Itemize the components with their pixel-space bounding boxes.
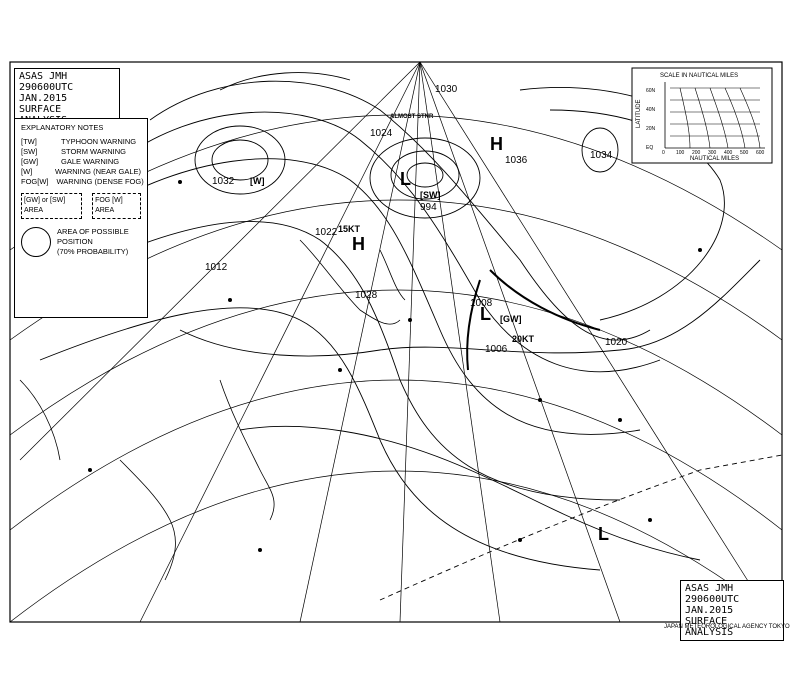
scale-x-tick: 300	[708, 150, 717, 156]
agency-text: JAPAN METEOROLOGICAL AGENCY TOKYO	[664, 624, 790, 630]
legend-item	[21, 147, 141, 157]
probability-label: (70% PROBABILITY)	[57, 247, 129, 256]
scale-lat-tick: 20N	[646, 126, 656, 132]
legend-label: GALE WARNING	[61, 157, 120, 166]
footer-line-2: 290600UTC JAN.2015	[685, 594, 740, 616]
probability-label: POSITION	[57, 237, 93, 246]
footer-line-3: SURFACE ANALYSIS	[685, 616, 734, 638]
title-line-2: 290600UTC JAN.2015	[19, 82, 74, 104]
high-label: H	[490, 134, 503, 154]
pressure-label: 1024	[370, 128, 393, 139]
pressure-label: 994	[420, 202, 437, 213]
legend-title: EXPLANATORY NOTES	[21, 123, 104, 132]
footer-title-box	[680, 580, 784, 641]
low-label: L	[598, 524, 609, 544]
gw-sw-area-sample: [GW] or [SW] AREA	[21, 193, 82, 219]
low-label: L	[480, 304, 491, 324]
pressure-label: 1030	[435, 84, 458, 95]
legend-item	[21, 167, 141, 177]
pressure-label: 1008	[470, 298, 493, 309]
warning-label: ALMOST STNR	[390, 114, 434, 120]
pressure-label: 1012	[205, 262, 228, 273]
warning-label: 15KT	[338, 224, 361, 234]
legend-item	[21, 177, 144, 187]
legend-label: TYPHOON WARNING	[61, 137, 137, 146]
scale-x-axis-label: NAUTICAL MILES	[690, 156, 740, 162]
scale-y-axis-label: LATITUDE	[636, 99, 642, 128]
probability-circle	[21, 227, 51, 257]
legend-label: WARNING (NEAR GALE)	[55, 167, 141, 176]
legend-code: [SW]	[21, 147, 38, 156]
legend-code: [TW]	[21, 137, 37, 146]
scale-x-tick: 200	[692, 150, 701, 156]
warning-label: [W]	[250, 176, 265, 186]
scale-lat-tick: EQ	[646, 145, 654, 151]
pressure-label: 1028	[355, 290, 378, 301]
legend-item	[21, 157, 141, 167]
scale-title: SCALE IN NAUTICAL MILES	[660, 73, 739, 79]
pressure-label: 1036	[505, 155, 528, 166]
scale-x-tick: 0	[662, 150, 665, 156]
high-label: H	[352, 234, 365, 254]
warning-label: [SW]	[420, 190, 441, 200]
pressure-label: 1020	[605, 337, 628, 348]
legend-label: WARNING (DENSE FOG)	[56, 177, 144, 186]
pressure-label: 1034	[590, 150, 613, 161]
legend-item	[21, 137, 141, 147]
title-line-1: ASAS JMH	[19, 71, 68, 82]
scale-x-tick: 600	[756, 150, 765, 156]
low-label: L	[400, 169, 411, 189]
fog-area-sample: FOG [W] AREA	[92, 193, 141, 219]
pressure-label: 1032	[212, 176, 235, 187]
explanatory-notes	[14, 118, 148, 318]
warning-label: [GW]	[500, 314, 522, 324]
legend-code: [W]	[21, 167, 33, 176]
scale-x-tick: 400	[724, 150, 733, 156]
pressure-label: 1006	[485, 344, 508, 355]
pressure-label: 1022	[315, 227, 338, 238]
scale-lat-tick: 60N	[646, 88, 656, 94]
legend-label: STORM WARNING	[61, 147, 126, 156]
legend-code: [GW]	[21, 157, 39, 166]
probability-label: AREA OF POSSIBLE	[57, 227, 129, 236]
scale-x-tick: 500	[740, 150, 749, 156]
footer-line-1: ASAS JMH	[685, 583, 734, 594]
scale-box	[632, 68, 772, 163]
warning-label: 20KT	[512, 334, 535, 344]
scale-lat-tick: 40N	[646, 107, 656, 113]
scale-x-tick: 100	[676, 150, 685, 156]
title-line-3: SURFACE	[19, 104, 62, 115]
legend-code: FOG[W]	[21, 177, 49, 186]
